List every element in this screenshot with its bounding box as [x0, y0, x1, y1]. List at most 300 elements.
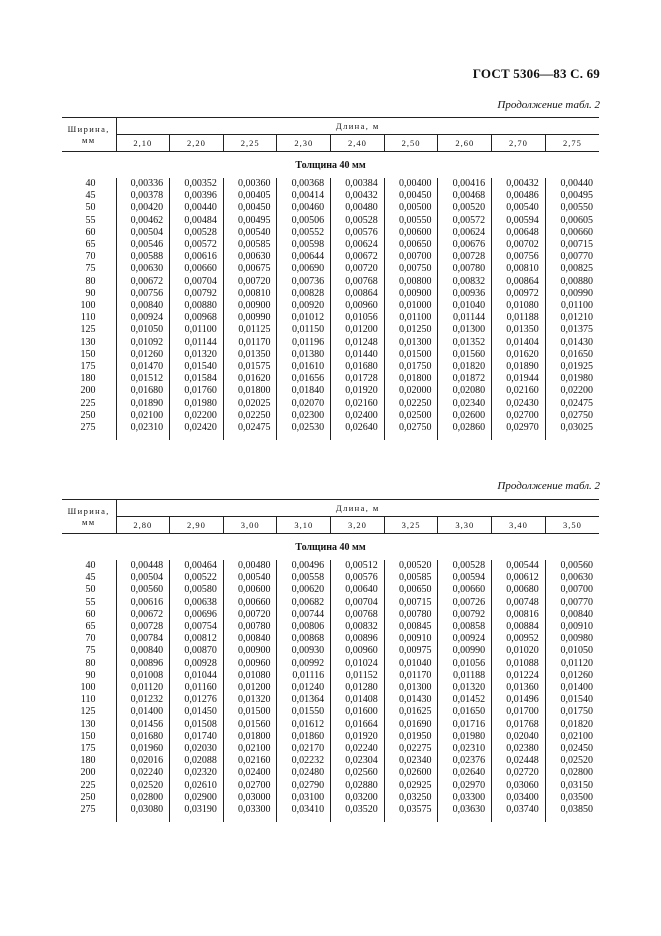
value-cell: 0,00504	[130, 572, 164, 584]
value-cell: 0,00900	[223, 300, 277, 312]
value-cell: 0,00546	[130, 239, 164, 251]
value-cell: 0,00480	[223, 560, 277, 572]
value-cell: 0,00990	[438, 645, 492, 657]
value-cell: 0,00780	[384, 609, 438, 621]
value-cell: 0,02240	[130, 767, 164, 779]
value-cell: 0,01080	[223, 670, 277, 682]
value-cell: 0,02790	[277, 780, 331, 792]
value-cell: 0,00858	[438, 621, 492, 633]
table-row	[62, 215, 599, 227]
width-cell: 100	[62, 682, 116, 694]
value-cell: 0,01500	[384, 349, 438, 361]
length-column-header: 3,25	[384, 517, 438, 534]
value-cell: 0,00644	[277, 251, 331, 263]
value-cell: 0,00720	[223, 609, 277, 621]
value-cell: 0,00544	[492, 560, 546, 572]
value-cell: 0,01820	[545, 719, 599, 731]
value-cell: 0,00924	[438, 633, 492, 645]
value-cell: 0,02000	[384, 385, 438, 397]
length-column-header: 2,50	[384, 135, 438, 152]
value-cell: 0,00704	[331, 597, 385, 609]
value-cell: 0,00396	[170, 190, 224, 202]
value-cell: 0,02070	[277, 398, 331, 410]
value-cell: 0,00900	[384, 288, 438, 300]
value-cell: 0,02475	[223, 422, 277, 434]
value-cell: 0,00810	[492, 263, 546, 275]
length-header: Длина, м	[116, 118, 599, 135]
value-cell: 0,00924	[130, 312, 164, 324]
value-cell: 0,03300	[223, 804, 277, 816]
value-cell: 0,01196	[277, 337, 331, 349]
value-cell: 0,00420	[130, 202, 164, 214]
value-cell: 0,00880	[170, 300, 224, 312]
value-cell: 0,00936	[438, 288, 492, 300]
value-cell: 0,01750	[384, 361, 438, 373]
value-cell: 0,00930	[277, 645, 331, 657]
value-cell: 0,00624	[438, 227, 492, 239]
value-cell: 0,00828	[277, 288, 331, 300]
value-cell: 0,01210	[545, 312, 599, 324]
section-title: Толщина 40 мм	[295, 541, 366, 553]
value-cell: 0,01950	[384, 731, 438, 743]
value-cell: 0,00495	[223, 215, 277, 227]
value-cell: 0,01680	[130, 730, 164, 742]
value-cell: 0,01760	[170, 385, 224, 397]
value-cell: 0,01430	[384, 694, 438, 706]
value-cell: 0,00500	[384, 202, 438, 214]
value-cell: 0,02040	[492, 731, 546, 743]
table-row	[62, 398, 599, 410]
value-cell: 0,01320	[438, 682, 492, 694]
value-cell: 0,00952	[492, 633, 546, 645]
value-cell: 0,00816	[492, 609, 546, 621]
value-cell: 0,02232	[277, 755, 331, 767]
table-row	[62, 755, 599, 767]
value-cell: 0,01944	[492, 373, 546, 385]
value-cell: 0,00638	[170, 597, 224, 609]
value-cell: 0,00504	[130, 226, 164, 238]
value-cell: 0,01500	[223, 706, 277, 718]
length-column-header: 3,30	[438, 517, 492, 534]
value-cell: 0,01320	[170, 349, 224, 361]
table-row	[62, 263, 599, 275]
table-row	[62, 178, 599, 190]
value-cell: 0,01440	[331, 349, 385, 361]
value-cell: 0,01512	[130, 373, 164, 385]
width-cell: 275	[62, 804, 116, 816]
value-cell: 0,00696	[170, 609, 224, 621]
page-header: ГОСТ 5306—83 С. 69	[472, 66, 600, 81]
value-cell: 0,02600	[384, 767, 438, 779]
value-cell: 0,00460	[277, 202, 331, 214]
value-cell: 0,00792	[170, 288, 224, 300]
value-cell: 0,03100	[277, 792, 331, 804]
value-cell: 0,00728	[130, 621, 164, 633]
value-cell: 0,01860	[277, 731, 331, 743]
value-cell: 0,01496	[492, 694, 546, 706]
length-column-header: 2,30	[277, 135, 331, 152]
value-cell: 0,01450	[170, 706, 224, 718]
width-cell: 130	[62, 719, 116, 731]
value-cell: 0,02400	[223, 767, 277, 779]
table-row	[62, 767, 599, 779]
value-cell: 0,01584	[170, 373, 224, 385]
value-cell: 0,00744	[277, 609, 331, 621]
value-cell: 0,02275	[384, 743, 438, 755]
value-cell: 0,02520	[130, 779, 164, 791]
value-cell: 0,00736	[277, 276, 331, 288]
value-cell: 0,01452	[438, 694, 492, 706]
value-cell: 0,01612	[277, 719, 331, 731]
value-cell: 0,01610	[277, 361, 331, 373]
value-cell: 0,02250	[223, 410, 277, 422]
value-cell: 0,00576	[331, 572, 385, 584]
value-cell: 0,01056	[331, 312, 385, 324]
value-cell: 0,03740	[492, 804, 546, 816]
table-row	[62, 337, 599, 349]
value-cell: 0,00825	[545, 263, 599, 275]
table-row	[62, 276, 599, 288]
width-cell: 75	[62, 263, 116, 275]
value-cell: 0,02310	[438, 743, 492, 755]
value-cell: 0,03300	[438, 792, 492, 804]
value-cell: 0,01188	[492, 312, 546, 324]
width-cell: 40	[62, 178, 116, 190]
value-cell: 0,01508	[170, 719, 224, 731]
value-cell: 0,00784	[130, 633, 164, 645]
value-cell: 0,00864	[331, 288, 385, 300]
value-cell: 0,00748	[492, 597, 546, 609]
value-cell: 0,00680	[492, 584, 546, 596]
value-cell: 0,01050	[130, 324, 164, 336]
value-cell: 0,00616	[170, 251, 224, 263]
value-cell: 0,00560	[545, 560, 599, 572]
width-cell: 55	[62, 597, 116, 609]
value-cell: 0,00432	[492, 178, 546, 190]
width-cell: 250	[62, 792, 116, 804]
value-cell: 0,03250	[384, 792, 438, 804]
table-row	[62, 792, 599, 804]
section-title: Толщина 40 мм	[295, 159, 366, 171]
table-row	[62, 190, 599, 202]
length-column-header: 3,00	[223, 517, 277, 534]
value-cell: 0,02800	[545, 767, 599, 779]
value-cell: 0,00572	[170, 239, 224, 251]
length-column-header: 2,80	[116, 517, 170, 534]
value-cell: 0,01040	[438, 300, 492, 312]
value-cell: 0,00884	[492, 621, 546, 633]
value-cell: 0,01200	[331, 324, 385, 336]
table-row	[62, 349, 599, 361]
value-cell: 0,00810	[223, 288, 277, 300]
width-cell: 65	[62, 239, 116, 251]
value-cell: 0,01300	[438, 324, 492, 336]
value-cell: 0,00770	[545, 251, 599, 263]
value-cell: 0,03630	[438, 804, 492, 816]
value-cell: 0,00630	[130, 263, 164, 275]
value-cell: 0,00715	[545, 239, 599, 251]
value-cell: 0,01925	[545, 361, 599, 373]
value-cell: 0,01250	[384, 324, 438, 336]
table-row	[62, 731, 599, 743]
value-cell: 0,01260	[130, 348, 164, 360]
value-cell: 0,02160	[492, 385, 546, 397]
width-cell: 40	[62, 560, 116, 572]
value-cell: 0,00756	[492, 251, 546, 263]
value-cell: 0,00960	[331, 300, 385, 312]
table-row	[62, 706, 599, 718]
value-cell: 0,02310	[130, 422, 164, 434]
value-cell: 0,00975	[384, 645, 438, 657]
value-cell: 0,01920	[331, 731, 385, 743]
value-cell: 0,03190	[170, 804, 224, 816]
value-cell: 0,01224	[492, 670, 546, 682]
value-cell: 0,00528	[438, 560, 492, 572]
value-cell: 0,00360	[223, 178, 277, 190]
value-cell: 0,01920	[331, 385, 385, 397]
value-cell: 0,02340	[384, 755, 438, 767]
value-cell: 0,01100	[384, 312, 438, 324]
value-cell: 0,02925	[384, 780, 438, 792]
value-cell: 0,00728	[438, 251, 492, 263]
width-cell: 130	[62, 337, 116, 349]
value-cell: 0,00600	[223, 584, 277, 596]
value-cell: 0,01980	[545, 373, 599, 385]
value-cell: 0,02430	[492, 398, 546, 410]
value-cell: 0,01364	[277, 694, 331, 706]
value-cell: 0,00780	[438, 263, 492, 275]
value-cell: 0,03500	[545, 792, 599, 804]
value-cell: 0,00336	[130, 178, 164, 189]
value-cell: 0,01116	[277, 670, 331, 682]
value-cell: 0,00550	[384, 215, 438, 227]
value-cell: 0,02304	[331, 755, 385, 767]
table-row	[62, 410, 599, 422]
value-cell: 0,00650	[384, 584, 438, 596]
value-cell: 0,01170	[384, 670, 438, 682]
value-cell: 0,00630	[223, 251, 277, 263]
length-column-header: 2,25	[223, 135, 277, 152]
value-cell: 0,03000	[223, 792, 277, 804]
value-cell: 0,01680	[130, 385, 164, 397]
value-cell: 0,00920	[277, 300, 331, 312]
value-cell: 0,00840	[545, 609, 599, 621]
value-cell: 0,00616	[130, 596, 164, 608]
value-cell: 0,00600	[384, 227, 438, 239]
value-cell: 0,00868	[277, 633, 331, 645]
value-cell: 0,00605	[545, 215, 599, 227]
value-cell: 0,02200	[545, 385, 599, 397]
value-cell: 0,01152	[331, 670, 385, 682]
value-cell: 0,02900	[170, 792, 224, 804]
value-cell: 0,01625	[384, 706, 438, 718]
value-cell: 0,00650	[384, 239, 438, 251]
value-cell: 0,01470	[130, 361, 164, 373]
value-cell: 0,00450	[384, 190, 438, 202]
value-cell: 0,02600	[438, 410, 492, 422]
value-cell: 0,00660	[170, 263, 224, 275]
volume-table	[62, 117, 599, 440]
width-cell: 275	[62, 422, 116, 434]
length-header: Длина, м	[116, 500, 599, 517]
value-cell: 0,00405	[223, 190, 277, 202]
value-cell: 0,00700	[384, 251, 438, 263]
value-cell: 0,00768	[331, 276, 385, 288]
value-cell: 0,01980	[438, 731, 492, 743]
value-cell: 0,00576	[331, 227, 385, 239]
length-column-header: 2,90	[170, 517, 224, 534]
value-cell: 0,01092	[130, 336, 164, 348]
value-cell: 0,01080	[492, 300, 546, 312]
value-cell: 0,01540	[170, 361, 224, 373]
value-cell: 0,00660	[223, 597, 277, 609]
value-cell: 0,00968	[170, 312, 224, 324]
table-row	[62, 572, 599, 584]
value-cell: 0,01352	[438, 337, 492, 349]
value-cell: 0,00416	[438, 178, 492, 190]
value-cell: 0,02448	[492, 755, 546, 767]
value-cell: 0,02520	[545, 755, 599, 767]
value-cell: 0,00800	[384, 276, 438, 288]
table-row	[62, 682, 599, 694]
width-cell: 100	[62, 300, 116, 312]
value-cell: 0,01408	[331, 694, 385, 706]
value-cell: 0,00612	[492, 572, 546, 584]
value-cell: 0,01375	[545, 324, 599, 336]
value-cell: 0,02025	[223, 398, 277, 410]
width-cell: 80	[62, 276, 116, 288]
value-cell: 0,01170	[223, 337, 277, 349]
value-cell: 0,00840	[130, 645, 164, 657]
value-cell: 0,00870	[170, 645, 224, 657]
table-row	[62, 670, 599, 682]
value-cell: 0,01008	[130, 669, 164, 681]
value-cell: 0,01120	[545, 658, 599, 670]
value-cell: 0,01248	[331, 337, 385, 349]
table-continuation-label: Продолжение табл. 2	[497, 99, 600, 111]
value-cell: 0,01560	[223, 719, 277, 731]
table-continuation-label: Продолжение табл. 2	[497, 480, 600, 492]
width-cell: 125	[62, 324, 116, 336]
width-cell: 75	[62, 645, 116, 657]
value-cell: 0,01980	[170, 398, 224, 410]
value-cell: 0,03520	[331, 804, 385, 816]
value-cell: 0,01650	[438, 706, 492, 718]
width-cell: 55	[62, 215, 116, 227]
value-cell: 0,01120	[131, 682, 164, 694]
value-cell: 0,03400	[492, 792, 546, 804]
value-cell: 0,01188	[438, 670, 492, 682]
width-cell: 110	[62, 312, 116, 324]
value-cell: 0,02300	[277, 410, 331, 422]
value-cell: 0,00990	[223, 312, 277, 324]
value-cell: 0,00598	[277, 239, 331, 251]
value-cell: 0,00630	[545, 572, 599, 584]
value-cell: 0,01088	[492, 658, 546, 670]
value-cell: 0,00495	[545, 190, 599, 202]
value-cell: 0,01012	[277, 312, 331, 324]
value-cell: 0,01620	[492, 349, 546, 361]
width-cell: 225	[62, 780, 116, 792]
value-cell: 0,00520	[384, 560, 438, 572]
value-cell: 0,00768	[331, 609, 385, 621]
value-cell: 0,01400	[130, 706, 164, 718]
width-cell: 150	[62, 349, 116, 361]
value-cell: 0,00780	[223, 621, 277, 633]
value-cell: 0,01840	[277, 385, 331, 397]
value-cell: 0,01540	[545, 694, 599, 706]
value-cell: 0,00672	[130, 608, 164, 620]
value-cell: 0,03080	[130, 804, 164, 816]
value-cell: 0,01728	[331, 373, 385, 385]
length-column-header: 3,10	[277, 517, 331, 534]
value-cell: 0,01056	[438, 658, 492, 670]
value-cell: 0,02320	[170, 767, 224, 779]
value-cell: 0,02250	[384, 398, 438, 410]
value-cell: 0,01650	[545, 349, 599, 361]
value-cell: 0,01656	[277, 373, 331, 385]
width-cell: 200	[62, 385, 116, 397]
value-cell: 0,00624	[331, 239, 385, 251]
value-cell: 0,00368	[277, 178, 331, 190]
length-column-header: 3,20	[331, 517, 385, 534]
value-cell: 0,03410	[277, 804, 331, 816]
width-cell: 50	[62, 202, 116, 214]
value-cell: 0,00910	[384, 633, 438, 645]
value-cell: 0,00540	[223, 572, 277, 584]
value-cell: 0,02170	[277, 743, 331, 755]
value-cell: 0,01160	[170, 682, 224, 694]
value-cell: 0,01360	[492, 682, 546, 694]
value-cell: 0,01260	[545, 670, 599, 682]
value-cell: 0,00464	[170, 560, 224, 572]
value-cell: 0,00704	[170, 276, 224, 288]
value-cell: 0,00792	[438, 609, 492, 621]
value-cell: 0,02200	[170, 410, 224, 422]
width-cell: 90	[62, 288, 116, 300]
table-row	[62, 694, 599, 706]
value-cell: 0,00910	[545, 621, 599, 633]
value-cell: 0,00750	[384, 263, 438, 275]
value-cell: 0,02100	[545, 731, 599, 743]
value-cell: 0,02880	[331, 780, 385, 792]
value-cell: 0,02340	[438, 398, 492, 410]
value-cell: 0,01044	[170, 670, 224, 682]
table-row	[62, 597, 599, 609]
table-row	[62, 645, 599, 657]
value-cell: 0,00682	[277, 597, 331, 609]
value-cell: 0,00845	[384, 621, 438, 633]
value-cell: 0,01144	[438, 312, 492, 324]
value-cell: 0,00675	[223, 263, 277, 275]
value-cell: 0,00560	[130, 584, 164, 596]
value-cell: 0,01200	[223, 682, 277, 694]
value-cell: 0,00832	[331, 621, 385, 633]
width-cell: 70	[62, 633, 116, 645]
value-cell: 0,00840	[130, 300, 164, 312]
value-cell: 0,00896	[130, 657, 164, 669]
value-cell: 0,01550	[277, 706, 331, 718]
value-cell: 0,00980	[545, 633, 599, 645]
width-cell: 80	[62, 658, 116, 670]
length-column-header: 2,60	[438, 135, 492, 152]
value-cell: 0,00585	[223, 239, 277, 251]
value-cell: 0,01960	[130, 743, 164, 755]
value-cell: 0,00960	[223, 658, 277, 670]
value-cell: 0,00896	[331, 633, 385, 645]
value-cell: 0,01300	[384, 337, 438, 349]
value-cell: 0,02240	[331, 743, 385, 755]
